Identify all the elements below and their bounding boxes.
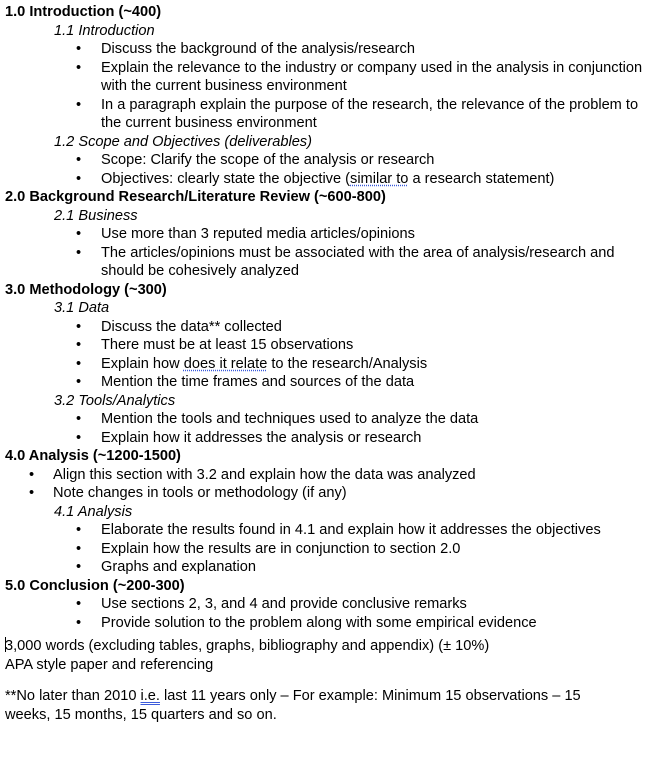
list-item: • Provide solution to the problem along with some empirical evidence <box>76 614 537 631</box>
bullet-icon: • <box>76 614 82 631</box>
bullet-icon: • <box>76 41 82 57</box>
list-item: • Mention the time frames and sources of the data <box>76 374 415 390</box>
bullet-icon: • <box>76 374 82 390</box>
subsection-heading-introduction: 1.1 Introduction <box>54 22 155 39</box>
apa-note: APA style paper and referencing <box>5 656 214 673</box>
bullet-icon: • <box>29 485 35 501</box>
list-item: • Elaborate the results found in 4.1 and explain how it addresses the objectives <box>76 522 601 538</box>
list-item: • Use sections 2, 3, and 4 and provide conclusive remarks <box>76 596 467 612</box>
list-item: • Mention the tools and techniques used to analyze the data <box>76 411 479 427</box>
bullet-icon: • <box>29 466 35 483</box>
bullet-icon: • <box>76 559 82 575</box>
word-count-note[interactable]: 3,000 words (excluding tables, graphs, bibliography and appendix) (± 10%) <box>5 638 490 654</box>
list-item: • Discuss the data** collected <box>76 318 282 335</box>
bullet-icon: • <box>76 411 82 427</box>
bullet-icon: • <box>76 596 82 612</box>
list-item: • Explain how the results are in conjunction to section 2.0 <box>76 540 461 557</box>
bullet-icon: • <box>76 522 82 538</box>
bullet-icon: • <box>76 59 82 76</box>
list-item: • Note changes in tools or methodology (if any) <box>29 485 347 501</box>
bullet-icon: • <box>76 318 82 335</box>
subsection-heading-scope: 1.2 Scope and Objectives (deliverables) <box>54 133 312 150</box>
bullet-icon: • <box>76 429 82 446</box>
grammar-suggestion-mark[interactable]: i.e. <box>140 688 160 704</box>
list-item: • The articles/opinions must be associated with the area of analysis/research and should be cohesively analyzed <box>76 244 615 279</box>
data-list <box>0 318 657 392</box>
list-item: • Use more than 3 reputed media articles/opinions <box>76 226 415 242</box>
introduction-list <box>0 40 657 133</box>
grammar-suggestion-mark[interactable]: similar to <box>350 170 409 187</box>
subsection-heading-business: 2.1 Business <box>54 207 138 224</box>
bullet-icon: • <box>76 355 82 372</box>
subsection-heading-analysis: 4.1 Analysis <box>54 503 133 520</box>
conclusion-list <box>0 595 657 632</box>
bullet-icon: • <box>76 170 82 187</box>
section-heading-introduction: 1.0 Introduction (~400) <box>5 4 162 20</box>
bullet-icon: • <box>76 152 82 168</box>
list-item: • Explain the relevance to the industry or company used in the analysis in conjunction with the current business environment <box>76 59 643 94</box>
list-item: • In a paragraph explain the purpose of the research, the relevance of the problem to the current business environment <box>76 96 639 131</box>
tools-list <box>0 410 657 447</box>
section-heading-analysis: 4.0 Analysis (~1200-1500) <box>5 448 181 464</box>
business-list <box>0 225 657 281</box>
list-item: • Discuss the background of the analysis/research <box>76 41 415 57</box>
observations-note: **No later than 2010 i.e. last 11 years only – For example: Minimum 15 observations – 15 weeks, 15 months, 15 quarters and so on. <box>5 688 581 723</box>
subsection-heading-data: 3.1 Data <box>54 300 110 316</box>
analysis-list <box>0 466 657 503</box>
document-body <box>0 3 657 724</box>
bullet-icon: • <box>76 226 82 242</box>
list-item: • Objectives: clearly state the objective (similar to a research statement) <box>76 170 555 187</box>
list-item: • Scope: Clarify the scope of the analysis or research <box>76 152 435 168</box>
list-item: • Graphs and explanation <box>76 559 256 575</box>
list-item: • Explain how it addresses the analysis or research <box>76 429 422 446</box>
subsection-heading-tools: 3.2 Tools/Analytics <box>54 392 176 409</box>
section-heading-conclusion: 5.0 Conclusion (~200-300) <box>5 577 185 594</box>
bullet-icon: • <box>76 244 82 261</box>
section-heading-methodology: 3.0 Methodology (~300) <box>5 281 167 298</box>
grammar-suggestion-mark[interactable]: does it relate <box>183 355 268 372</box>
list-item: • There must be at least 15 observations <box>76 337 354 353</box>
analysis-results-list <box>0 521 657 577</box>
bullet-icon: • <box>76 337 82 353</box>
bullet-icon: • <box>76 96 82 113</box>
scope-list <box>0 151 657 188</box>
list-item: • Align this section with 3.2 and explain how the data was analyzed <box>29 466 476 483</box>
bullet-icon: • <box>76 540 82 557</box>
list-item: • Explain how does it relate to the research/Analysis <box>76 355 428 372</box>
section-heading-background: 2.0 Background Research/Literature Review (~600-800) <box>5 189 386 205</box>
